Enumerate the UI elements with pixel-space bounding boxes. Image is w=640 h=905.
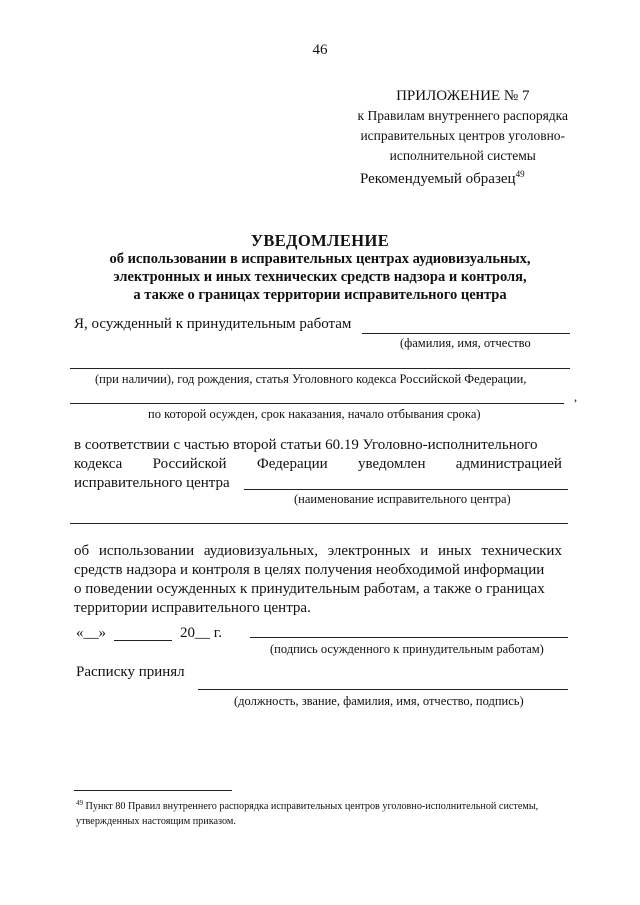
para1-row2 <box>74 456 562 473</box>
center-name-blank-line[interactable] <box>244 489 568 490</box>
para2-row2: средств надзора и контроля в целях получения необходимой информации <box>74 562 545 578</box>
caption-signature: (подпись осужденного к принудительным работам) <box>270 642 544 656</box>
footnote <box>76 796 566 829</box>
para2-row1 <box>74 543 562 560</box>
footnote-text-line2: утвержденных настоящим приказом. <box>76 816 236 827</box>
signature-blank-line[interactable] <box>250 637 568 638</box>
caption-fio: (фамилия, имя, отчество <box>400 336 531 350</box>
sentence-blank-line[interactable] <box>70 403 564 404</box>
heading-line: об использовании в исправительных центрах аудиовизуальных, <box>109 251 531 267</box>
date-year: 20__ г. <box>180 625 222 641</box>
footnote-ref: 49 <box>515 169 525 179</box>
comma-mark: , <box>574 390 578 404</box>
word: аудиовизуальных, <box>203 543 318 559</box>
word: и <box>420 543 429 559</box>
fio-blank-line[interactable] <box>362 333 570 334</box>
heading-title: УВЕДОМЛЕНИЕ <box>250 231 390 250</box>
footnote-separator <box>74 790 232 791</box>
word: об <box>74 543 90 559</box>
date-day: «__» <box>76 625 106 641</box>
para1-row1: в соответствии с частью второй статьи 60.19 Уголовно-исполнительного <box>74 437 538 453</box>
word: использовании <box>98 543 195 559</box>
receipt-label: Расписку принял <box>76 664 185 680</box>
center-name-blank-line-2[interactable] <box>70 523 568 524</box>
sample-text: Рекомендуемый образец <box>360 171 516 187</box>
date-month-blank[interactable] <box>114 640 172 641</box>
word: электронных <box>327 543 411 559</box>
appendix-line: исполнительной системы <box>389 148 536 163</box>
document-heading <box>0 232 640 304</box>
para2-row4: территории исправительного центра. <box>74 600 311 616</box>
appendix-title: ПРИЛОЖЕНИЕ № 7 <box>396 88 530 104</box>
word: иных <box>437 543 472 559</box>
intro-text: Я, осужденный к принудительным работам <box>74 316 352 332</box>
word: Федерации <box>256 456 328 472</box>
official-blank-line[interactable] <box>198 689 568 690</box>
footnote-number: 49 <box>76 799 83 807</box>
page-number: 46 <box>312 42 328 58</box>
word: Российской <box>152 456 227 472</box>
caption-center: (наименование исправительного центра) <box>294 492 511 506</box>
para2-row3: о поведении осужденных к принудительным работам, а также о границах <box>74 581 545 597</box>
appendix-line: к Правилам внутреннего распорядка <box>357 108 568 123</box>
footnote-text-line1: Пункт 80 Правил внутреннего распорядка исправительных центров уголовно-исполнительной системы, <box>85 801 539 812</box>
word: уведомлен <box>358 456 426 472</box>
birth-blank-line[interactable] <box>70 368 570 369</box>
sample-label <box>360 169 525 188</box>
word: технических <box>481 543 562 559</box>
caption-birth: (при наличии), год рождения, статья Уголовного кодекса Российской Федерации, <box>95 372 527 386</box>
heading-line: а также о границах территории исправительного центра <box>133 287 507 303</box>
para1-row3: исправительного центра <box>74 475 230 491</box>
heading-line: электронных и иных технических средств надзора и контроля, <box>113 269 527 285</box>
word: администрацией <box>455 456 562 472</box>
word: кодекса <box>74 456 123 472</box>
caption-sentence: по которой осужден, срок наказания, начало отбывания срока) <box>148 407 481 421</box>
caption-official: (должность, звание, фамилия, имя, отчество, подпись) <box>234 694 524 708</box>
appendix-block <box>358 86 568 166</box>
appendix-line: исправительных центров уголовно- <box>360 128 566 143</box>
